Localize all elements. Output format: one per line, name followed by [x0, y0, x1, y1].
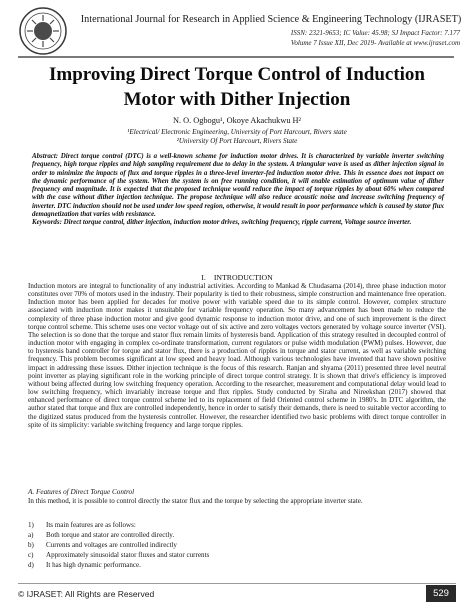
abstract-text: Direct torque control (DTC) is a well-known scheme for induction motor drives. It is characterized by variable inverter switching frequency, high torque ripples and high sampling requirement due to delay in the system. A triangular wave is used as dither injection signal in order to minimize the impacts of flux and torque ripples in a three-level inverter-fed induction motor drive. This in essence does not impact on the dynamic performance of the system. When the system is on free running condition, it will enable estimation of optimum value of dither frequency and magnitude. It is expected that the proposed technique would reduce the impact of torque ripples by about 60% when compared with the case without dither injection technique. The propose technique will also reduce acoustic noise and increase switching frequency of inverter. DTC induction should not be used under low speed region, otherwise, it would result in poor performance which is caused by stator flux demagnetization that varies with resistance. [32, 153, 444, 219]
list-item [28, 550, 446, 560]
section-title: INTRODUCTION [213, 273, 273, 282]
list-item-text: It has high dynamic performance. [46, 561, 141, 570]
affiliation-1: ¹Electrical/ Electronic Engineering, University of Port Harcourt, Rivers state [127, 128, 347, 136]
paper-title-line1: Improving Direct Torque Control of Induction [48, 64, 425, 85]
list-marker: b) [28, 541, 34, 550]
section-heading-introduction [20, 273, 454, 282]
subsection-heading [28, 488, 446, 496]
page-number: 529 [426, 585, 456, 602]
affiliation-2: ²University Of Port Harcourt, Rivers State [176, 137, 298, 145]
list-item-text: Its main features are as follows: [46, 521, 136, 529]
journal-logo [18, 6, 68, 56]
paper-title-line2: Motor with Dither Injection [123, 89, 351, 110]
journal-title: International Journal for Research in Applied Science & Engineering Technology (IJRASET) [80, 14, 462, 25]
keywords-text: Direct torque control, dither injection, induction motor drives, switching frequency, ripple current, Voltage source inverter. [63, 219, 412, 227]
list-item [28, 560, 446, 570]
author-list: N. O. Ogbogu¹, Okoye Akachukwu H² [172, 116, 302, 125]
list-item [28, 520, 446, 530]
page-header [18, 6, 464, 58]
subsection-title: Features of Direct Torque Control [35, 488, 135, 496]
subsection-intro: In this method, it is possible to control directly the stator flux and the torque by selecting the appropriate inverter state. [28, 497, 363, 505]
introduction-body: Induction motors are integral to functionality of any industrial activities. According to Mankad & Chudasama (2014), three phase induction motor constitutes over 70% of motors used in the industry. Their popularity is tied to their robustness, simple construction and maintenance free operation. Induction motor has been applied for decades for motive power with variable speed due to its simple control. However, complex structure associated with induction motor makes it unsuitable for variable frequency operation. So many advancement has been made to reduce the complexity of three phase induction motor and give good dynamic response to induction motor drive, and one of such improvement is the direct torque control scheme. This scheme uses one vector voltage out of six active and zero voltages vectors generated by voltage source inverter (VSI). The selection is so done that the torque and stator flux remain limits of hysteresis band. Application of this strategy resulted in decoupled control of induction motor with engaging in complex co-ordinate transformation, current regulators or pulse width modulation (PWM) pulses. However, due to hysteresis band controller for torque and stator flux, there is a production of ripples in torque and stator current, as well as variable switching frequency. This problem becomes significant at low speed and heavy load. Although various technologies have invented that have shown positive impact in addressing these issues. Dither injection technique is the focus of this research. Ranjan and shyama (2011) presented three level neutral point inverter as playing significant role in the working principle of direct torque control strategy. It is shown that drive's efficiency is improved without being affected during low switching frequency operation. According to the researcher, measurement and computational delay would lead to low switching frequency, which invariably increase torque and flux ripples. Study conducted by Siraha and Nireekshan (2017) showed that enhanced performance of direct torque control scheme led to its replacement of field Oriented control scheme in 1980's. In DTC algorithm, the author stated that torque and flux are controlled independently, hence in order to satisfy their demands, there is need to suitable vector according to the digitized status produced from the hysteresis controller. However, the researcher identified two basic problems with direct torque controller in spite of its simplicity: variable switching frequency and large torque ripples. [28, 282, 446, 429]
subsection-label: A. [28, 488, 35, 496]
abstract-label: Abstract: [32, 153, 59, 160]
copyright-notice: © IJRASET: All Rights are Reserved [18, 589, 155, 599]
list-item [28, 530, 446, 540]
section-number: I. [201, 273, 206, 282]
issn-line: ISSN: 2321-9653; IC Value: 45.98; SJ Impact Factor: 7.177 [290, 29, 460, 37]
list-item-text: Both torque and stator are controlled directly. [46, 531, 175, 540]
list-marker: a) [28, 531, 34, 540]
abstract-block [32, 153, 444, 228]
features-list [28, 520, 446, 570]
header-divider [18, 56, 454, 58]
keywords-label: Keywords: [32, 219, 62, 227]
volume-line: Volume 7 Issue XII, Dec 2019- Available at www.ijraset.com [290, 39, 460, 47]
page-footer [18, 583, 456, 603]
footer-divider [18, 583, 456, 584]
list-marker: 1) [28, 521, 34, 529]
list-marker: d) [28, 561, 34, 570]
list-marker: c) [28, 551, 34, 560]
list-item-text: Currents and voltages are controlled indirectly [46, 541, 177, 550]
list-item [28, 540, 446, 550]
list-item-text: Approximately sinusoidal stator fluxes and stator currents [46, 551, 210, 560]
paper-title [20, 62, 454, 112]
